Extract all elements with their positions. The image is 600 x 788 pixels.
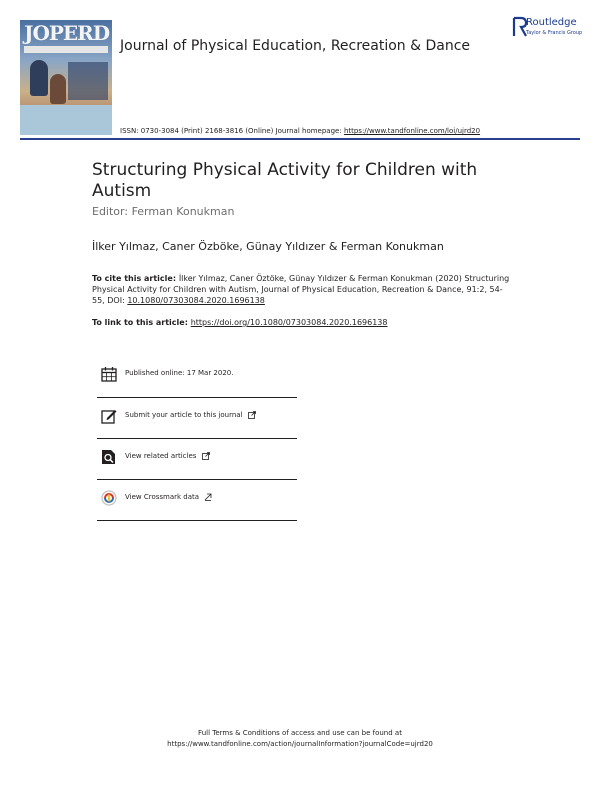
related-articles-label: View related articles xyxy=(125,452,197,460)
footer-terms-text: Full Terms & Conditions of access and use can be found at xyxy=(198,729,402,737)
cover-logo: JOPERD xyxy=(24,21,110,45)
journal-title: Journal of Physical Education, Recreation & Dance xyxy=(120,38,471,54)
crossmark-label: View Crossmark data xyxy=(125,493,200,501)
journal-cover-image xyxy=(20,20,112,135)
publisher-tagline: Taylor & Francis Group xyxy=(526,30,583,36)
footer-terms-link[interactable]: https://www.tandfonline.com/action/journalInformation?journalCode=ujrd20 xyxy=(167,740,433,748)
related-search-icon xyxy=(101,449,117,465)
cover-figure xyxy=(30,60,48,96)
row-divider xyxy=(97,479,297,480)
cover-floor xyxy=(20,105,112,135)
submit-article-label: Submit your article to this journal xyxy=(125,411,243,419)
page-footer xyxy=(0,728,600,750)
external-link-icon xyxy=(202,452,210,460)
cite-text: İlker Yılmaz, Caner Öztöke, Günay Yıldızer & Ferman Konukman (2020) Structuring Physical Activity for Children with Autism, Journal of Physical Education, Recreation & Dance, 91:2, 54-55, DOI: xyxy=(92,274,510,305)
crossmark-row[interactable] xyxy=(97,482,297,518)
row-divider xyxy=(97,520,297,521)
related-articles-row[interactable] xyxy=(97,441,297,477)
edit-icon xyxy=(101,408,117,424)
journal-homepage-link[interactable]: https://www.tandfonline.com/loi/ujrd20 xyxy=(343,127,481,135)
calendar-icon xyxy=(101,366,117,382)
crossmark-icon xyxy=(101,490,117,506)
external-link-icon xyxy=(248,411,256,419)
cover-figure xyxy=(50,74,66,104)
issn-line xyxy=(120,127,480,135)
cover-blurb xyxy=(68,62,108,100)
article-link-block xyxy=(92,318,388,327)
author-list: İlker Yılmaz, Caner Özböke, Günay Yıldızer & Ferman Konukman xyxy=(92,240,444,253)
link-label: To link to this article: xyxy=(92,318,191,327)
issn-text: ISSN: 0730-3084 (Print) 2168-3816 (Online) Journal homepage: xyxy=(120,127,344,135)
article-url-link[interactable]: https://doi.org/10.1080/07303084.2020.1696138 xyxy=(190,318,388,327)
submit-article-link[interactable] xyxy=(125,411,256,419)
crossmark-flag-icon xyxy=(204,493,212,501)
submit-article-row[interactable] xyxy=(97,400,297,436)
cover-banner xyxy=(24,46,108,53)
header-divider xyxy=(20,138,580,140)
citation-block xyxy=(92,273,512,306)
cite-label: To cite this article: xyxy=(92,274,179,283)
row-divider xyxy=(97,397,297,398)
crossmark-link[interactable] xyxy=(125,493,212,501)
doi-link[interactable]: 10.1080/07303084.2020.1696138 xyxy=(127,296,265,305)
publisher-logo xyxy=(512,16,592,46)
related-articles-link[interactable] xyxy=(125,452,210,460)
editor-line: Editor: Ferman Konukman xyxy=(92,205,235,218)
published-online-row xyxy=(97,358,297,394)
row-divider xyxy=(97,438,297,439)
published-online-text: Published online: 17 Mar 2020. xyxy=(125,369,234,377)
publisher-name: Routledge xyxy=(526,17,577,28)
article-title: Structuring Physical Activity for Children with Autism xyxy=(92,160,478,201)
